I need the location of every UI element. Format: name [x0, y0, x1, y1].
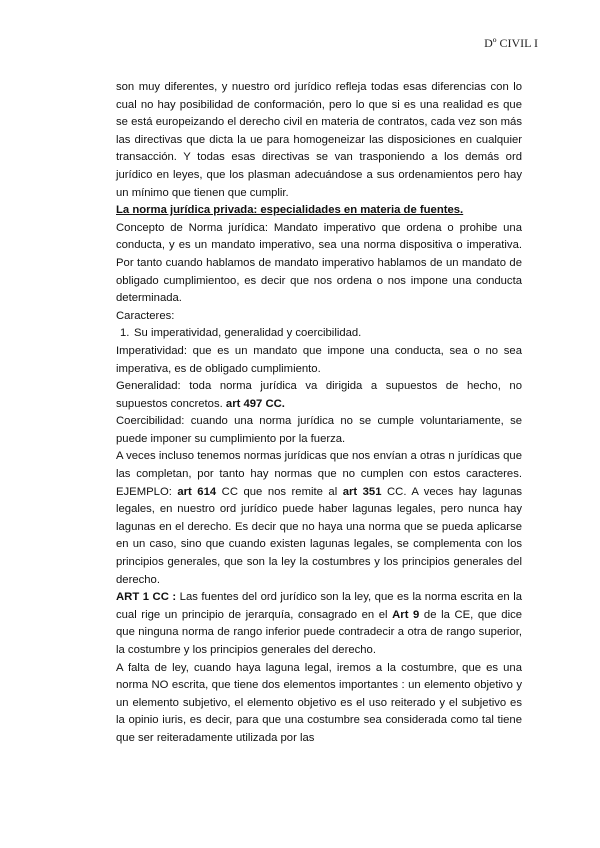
paragraph-coercibilidad: Coercibilidad: cuando una norma jurídica no se cumple voluntariamente, se puede imponer su cumplimiento por la fuerza. [116, 415, 522, 445]
page-header: Dº CIVIL I [484, 36, 538, 50]
article-ref: art 497 CC. [225, 397, 285, 410]
paragraph-aveces [116, 448, 522, 589]
paragraph-generalidad [116, 378, 522, 413]
article-ref: art 614 [177, 485, 217, 498]
art1-text-a: Las fuentes del ord jurídico son la ley, que es la norma escrita en la cual rige un principio de jerarquía, consagrado en el [116, 591, 522, 621]
art1-text-b: de la CE, que dice que ninguna norma de rango inferior puede contradecir a otra de rango superior, la costumbre y los principios generales del derecho. [116, 608, 523, 656]
article-ref: Art 9 [392, 608, 420, 621]
paragraph-concepto: Concepto de Norma jurídica: Mandato imperativo que ordena o prohibe una conducta, y es un mandato imperativo, sea una norma dispositiva o imperativa. Por tanto cuando hablamos de mandato imperativo hablamos de un mandato de obligado cumplimientoo, es decir que nos ordena o nos impone una conducta determinada. [116, 221, 522, 305]
paragraph-imperatividad: Imperatividad: que es un mandato que impone una conducta, sea o no sea imperativa, es de obligado cumplimiento. [116, 344, 522, 375]
list-item [116, 325, 522, 343]
caracteres-label: Caracteres: [116, 309, 175, 322]
section-heading: La norma jurídica privada: especialidades en materia de fuentes. [116, 204, 464, 217]
paragraph-falta: A falta de ley, cuando haya laguna legal, iremos a la costumbre, que es una norma NO escrita, que tiene dos elementos importantes : un elemento objetivo y un elemento subjetivo, el elemento objetivo es el uso reiterado y el subjetivo es la opinio iuris, es decir, para que una costumbre sea considerada como tal tiene que ser reiteradamente utilizada por las [116, 661, 522, 744]
list-number: 1. [120, 327, 130, 340]
body-text [116, 79, 522, 748]
aveces-text-b: CC que nos remite al [221, 485, 338, 498]
aveces-text-c: CC. A veces hay lagunas legales, en nuestro ord jurídico puede haber lagunas legales, pero nunca hay lagunas en el derecho. Es decir que no haya una norma que se pueda aplicarse en un caso, sino que cuando existen lagunas legales, se complementa con los principios generales, que son la ley la costumbres y los principios generales del derecho. [116, 485, 523, 586]
aveces-text-a: A veces incluso tenemos normas jurídicas que nos envían a otras n jurídicas que las completan, por tanto hay normas que no cumplen con estos caracteres. EJEMPLO: [116, 450, 522, 498]
generalidad-text: Generalidad: toda norma jurídica va dirigida a supuestos de hecho, no supuestos concretos. [116, 380, 522, 410]
article-ref: ART 1 CC : [116, 591, 177, 604]
article-ref: art 351 [342, 485, 382, 498]
paragraph-intro: son muy diferentes, y nuestro ord jurídico refleja todas esas diferencias con lo cual no hay posibilidad de conformación, pero lo que si es una realidad es que se está europeizando el derecho civil en materia de contratos, cada vez son más las directivas que dicta la ue para homogeneizar las disposiciones en cualquier transacción. Y todas esas directivas se van trasponiendo a los demás ord jurídico en leyes, que los plasman adecuándose a sus ordenamientos pero hay un mínimo que tienen que cumplir. [116, 81, 522, 199]
list-item-text: Su imperatividad, generalidad y coercibilidad. [134, 327, 362, 340]
paragraph-art1 [116, 589, 522, 659]
